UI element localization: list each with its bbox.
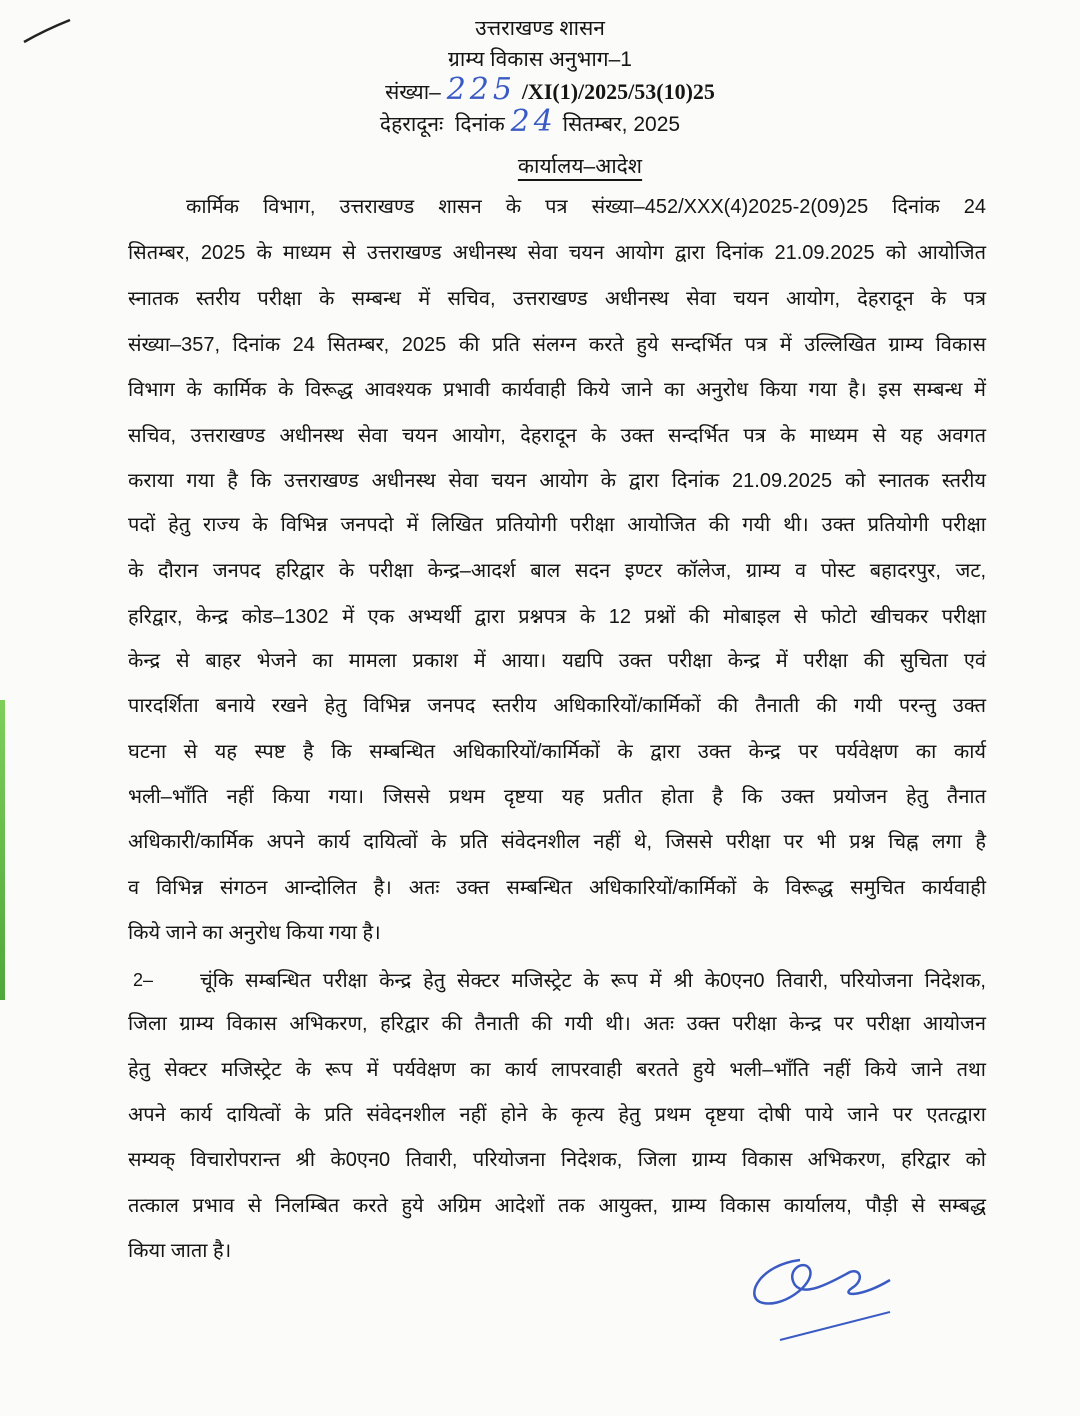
date-label: दिनांक	[454, 113, 505, 136]
date-suffix: सितम्बर, 2025	[562, 113, 681, 136]
paragraph1-line: के दौरान जनपद हरिद्वार के परीक्षा केन्द्र–आदर्श बाल सदन इण्टर कॉलेज, ग्राम्य व पोस्ट बहादरपुर, जट,	[128, 560, 986, 582]
paragraph1-line: स्नातक स्तरीय परीक्षा के सम्बन्ध में सचिव, उत्तराखण्ड अधीनस्थ सेवा चयन आयोग, देहरादून के पत्र	[128, 288, 986, 310]
paragraph2-line: सम्यक् विचारोपरान्त श्री के0एन0 तिवारी, परियोजना निदेशक, जिला ग्राम्य विकास अभिकरण, हरिद्वार को	[128, 1149, 986, 1171]
paragraph2-line: तत्काल प्रभाव से निलम्बित करते हुये अग्रिम आदेशों तक आयुक्त, ग्राम्य विकास कार्यालय, पौड़ी से सम्बद्ध	[128, 1195, 986, 1217]
number-suffix: /XI(1)/2025/53(10)25	[521, 79, 715, 104]
paragraph1-line: विभाग के कार्मिक के विरूद्ध आवश्यक प्रभावी कार्यवाही किये जाने का अनुरोध किया गया है। इस सम्बन्ध में	[128, 379, 986, 401]
page-edge-shadow	[0, 700, 5, 1000]
section-name: ग्राम्य विकास अनुभाग–1	[448, 48, 632, 71]
paragraph1-line: किये जाने का अनुरोध किया गया है।	[128, 922, 381, 944]
order-number	[10, 72, 1080, 107]
government-name: उत्तराखण्ड शासन	[475, 17, 605, 40]
paragraph1-line: घटना से यह स्पष्ट है कि सम्बन्धित अधिकारियों/कार्मिकों के द्वारा उक्त केन्द्र पर पर्यवेक्षण का कार्य	[128, 741, 986, 763]
paragraph1-line: पदों हेतु राज्य के विभिन्न जनपदो में लिखित प्रतियोगी परीक्षा आयोजित की गयी थी। उक्त प्रतियोगी परीक्षा	[128, 514, 986, 536]
paragraph1-line: अधिकारी/कार्मिक अपने कार्य दायित्वों के प्रति संवेदनशील नहीं थे, जिससे परीक्षा पर भी प्रश्न चिह्न लगा है	[128, 831, 986, 853]
paragraph1-line: कार्मिक विभाग, उत्तराखण्ड शासन के पत्र संख्या–452/XXX(4)2025-2(09)25 दिनांक 24	[186, 196, 986, 218]
place: देहरादूनः	[379, 113, 444, 136]
paragraph1-line: संख्या–357, दिनांक 24 सितम्बर, 2025 की प्रति संलग्न करते हुये सन्दर्भित पत्र में उल्लिखित ग्राम्य विकास	[128, 334, 986, 356]
paragraph1-line: हरिद्वार, केन्द्र कोड–1302 में एक अभ्यर्थी द्वारा प्रश्नपत्र के 12 प्रश्नों की मोबाइल से फोटो खीचकर परीक्षा	[128, 606, 986, 628]
paragraph-number: 2–	[133, 970, 154, 990]
signature	[740, 1240, 920, 1350]
paragraph1-line: केन्द्र से बाहर भेजने का मामला प्रकाश में आया। यद्यपि उक्त परीक्षा केन्द्र में परीक्षा की सुचिता एवं	[128, 650, 986, 672]
handwritten-date: 24	[510, 104, 557, 139]
handwritten-number: 225	[446, 72, 516, 107]
paragraph1-line: कराया गया है कि उत्तराखण्ड अधीनस्थ सेवा चयन आयोग के द्वारा दिनांक 21.09.2025 को स्नातक स्तरीय	[128, 470, 986, 492]
paragraph2-line: किया जाता है।	[128, 1240, 232, 1262]
paragraph2-line: जिला ग्राम्य विकास अभिकरण, हरिद्वार की तैनाती की गयी थी। अतः उक्त परीक्षा केन्द्र पर परीक्षा आयोजन	[128, 1013, 986, 1035]
number-label: संख्या–	[385, 81, 441, 104]
order-title: कार्यालय–आदेश	[517, 155, 643, 178]
paragraph2-line: हेतु सेक्टर मजिस्ट्रेट के रूप में पर्यवेक्षण का कार्य लापरवाही बरतते हुये भली–भाँति नहीं किये जाने तथा	[128, 1059, 986, 1081]
paragraph2-line: चूंकि सम्बन्धित परीक्षा केन्द्र हेतु सेक्टर मजिस्ट्रेट के रूप में श्री के0एन0 तिवारी, परियोजना निदेशक,	[200, 970, 986, 992]
paragraph1-line: व विभिन्न संगठन आन्दोलित है। अतः उक्त सम्बन्धित अधिकारियों/कार्मिकों के विरूद्ध समुचित कार्यवाही	[128, 877, 986, 899]
paragraph1-line: पारदर्शिता बनाये रखने हेतु विभिन्न जनपद स्तरीय अधिकारियों/कार्मिकों की तैनाती की गयी परन्तु उक्त	[128, 695, 986, 717]
place-date	[0, 104, 1070, 139]
paragraph1-line: भली–भाँति नहीं किया गया। जिससे प्रथम दृष्टया यह प्रतीत होता है कि उक्त प्रयोजन हेतु तैनात	[128, 786, 986, 808]
paragraph2-line: अपने कार्य दायित्वों के प्रति संवेदनशील नहीं होने के कृत्य हेतु प्रथम दृष्टया दोषी पाये जाने पर एतत्द्वारा	[128, 1104, 986, 1126]
paragraph1-line: सितम्बर, 2025 के माध्यम से उत्तराखण्ड अधीनस्थ सेवा चयन आयोग द्वारा दिनांक 21.09.2025 को आयोजित	[128, 242, 986, 264]
paragraph1-line: सचिव, उत्तराखण्ड अधीनस्थ सेवा चयन आयोग, देहरादून के उक्त सन्दर्भित पत्र के माध्यम से यह अवगत	[128, 425, 986, 447]
